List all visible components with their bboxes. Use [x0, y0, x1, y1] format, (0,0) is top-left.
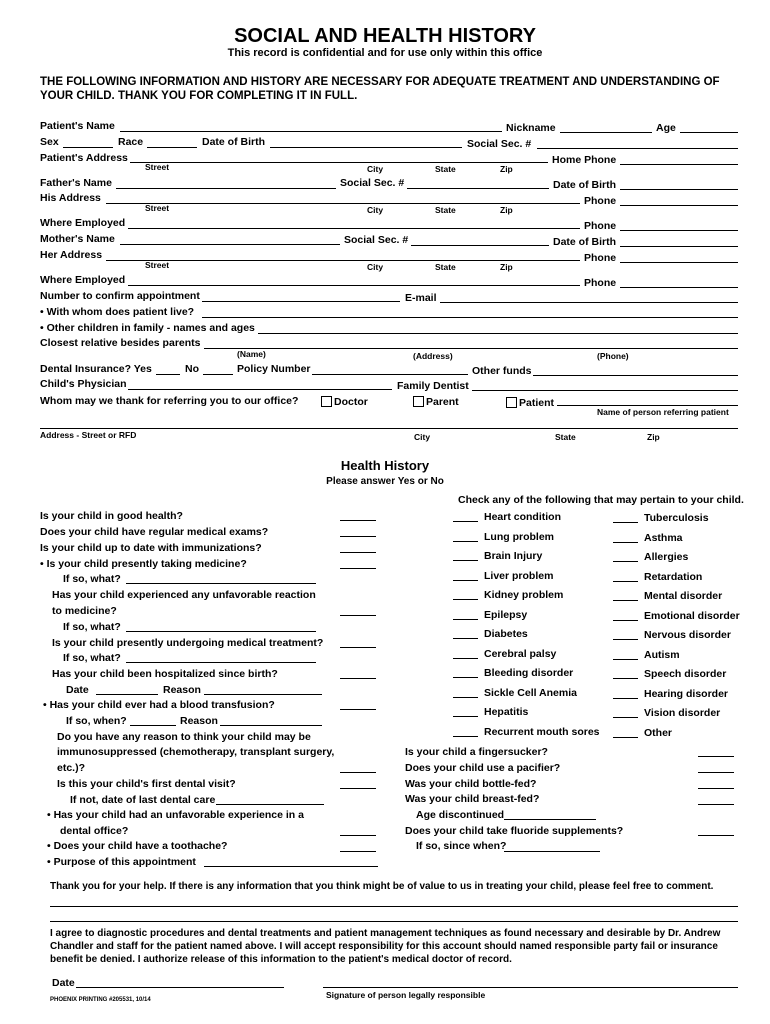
condition-label: Retardation: [644, 571, 703, 583]
family-dentist-field[interactable]: [472, 390, 738, 391]
condition-label: Mental disorder: [644, 590, 723, 602]
answer-field[interactable]: [340, 552, 376, 553]
answer-field[interactable]: [340, 568, 376, 569]
q-immunosuppressed-2: immunosuppressed (chemotherapy, transplant surgery,: [57, 746, 335, 758]
doctor-label: Doctor: [334, 396, 368, 408]
fluoride-since-field[interactable]: [504, 851, 600, 852]
father-work-phone-label: Phone: [584, 220, 617, 232]
patient-address-label: Patient's Address: [40, 152, 128, 164]
condition-label: Cerebral palsy: [484, 648, 557, 660]
comment-line-1[interactable]: [50, 906, 738, 907]
email-field[interactable]: [440, 302, 738, 303]
answer-field[interactable]: [340, 615, 376, 616]
relative-phone-caption: (Phone): [597, 351, 629, 361]
q-purpose: • Purpose of this appointment: [47, 856, 196, 868]
hospital-date-label: Date: [66, 684, 89, 696]
condition-check-field[interactable]: [453, 697, 478, 698]
comment-line-2[interactable]: [50, 921, 738, 922]
city-caption: City: [367, 205, 384, 215]
nickname-field[interactable]: [560, 132, 652, 133]
father-address-field[interactable]: [106, 203, 580, 204]
condition-check-field[interactable]: [453, 658, 478, 659]
zip-caption: Zip: [500, 205, 513, 215]
mother-employer-label: Where Employed: [40, 274, 126, 286]
nickname-label: Nickname: [506, 122, 556, 134]
date-label: Date: [52, 977, 75, 989]
signature-caption: Signature of person legally responsible: [326, 990, 486, 1000]
condition-label: Hearing disorder: [644, 688, 729, 700]
father-name-label: Father's Name: [40, 177, 112, 189]
transfusion-reason-label: Reason: [180, 715, 218, 727]
q-immunizations: Is your child up to date with immunizations?: [40, 542, 262, 554]
relative-name-caption: (Name): [237, 349, 266, 359]
condition-check-field[interactable]: [453, 541, 478, 542]
answer-field[interactable]: [698, 788, 734, 789]
condition-label: Speech disorder: [644, 668, 727, 680]
street-caption: Street: [145, 162, 170, 172]
physician-field[interactable]: [128, 389, 392, 390]
age-field[interactable]: [680, 132, 738, 133]
q-breast-fed: Was your child breast-fed?: [405, 793, 540, 805]
referral-label: Whom may we thank for referring you to our office?: [40, 395, 299, 407]
q-transfusion: • Has your child ever had a blood transfusion?: [43, 699, 275, 711]
answer-field[interactable]: [340, 536, 376, 537]
answer-field[interactable]: [340, 520, 376, 521]
hospital-reason-field[interactable]: [204, 694, 322, 695]
health-history-subheading: Please answer Yes or No: [326, 476, 444, 487]
mother-ssn-label: Social Sec. #: [344, 234, 409, 246]
street-caption: Street: [145, 260, 170, 270]
age-discontinued-label: Age discontinued: [416, 809, 505, 821]
intro-line-1: THE FOLLOWING INFORMATION AND HISTORY ARE NECESSARY FOR ADEQUATE TREATMENT AND UNDERSTANDING OF: [40, 76, 720, 88]
condition-label: Lung problem: [484, 531, 554, 543]
answer-field[interactable]: [698, 835, 734, 836]
form-title: SOCIAL AND HEALTH HISTORY: [234, 25, 536, 47]
q-immunosuppressed: Do you have any reason to think your child may be: [57, 731, 311, 743]
condition-label: Heart condition: [484, 511, 562, 523]
insurance-yes-field[interactable]: [156, 374, 180, 375]
condition-label: Vision disorder: [644, 707, 721, 719]
answer-field[interactable]: [698, 756, 734, 757]
q-reaction-what: If so, what?: [63, 621, 121, 633]
printer-mark: PHOENIX PRINTING #205531, 10/14: [50, 997, 151, 1003]
insurance-no-label: No: [185, 363, 199, 375]
purpose-field[interactable]: [204, 866, 378, 867]
condition-check-field[interactable]: [613, 581, 638, 582]
referrer-name-field[interactable]: [557, 405, 738, 406]
referrer-zip-caption: Zip: [647, 432, 660, 442]
doctor-checkbox[interactable]: [321, 396, 332, 407]
father-phone-label: Phone: [584, 195, 617, 207]
condition-label: Recurrent mouth sores: [484, 726, 600, 738]
condition-label: Kidney problem: [484, 589, 564, 601]
mother-dob-label: Date of Birth: [553, 236, 616, 248]
consent-text: I agree to diagnostic procedures and dental treatments and patient management techniques as found necessary and desirable by Dr. Andrew Chandler and staff for the patient named above. I will accept responsibility for this account should named responsible party fail or insurance benefit be denied. I authorize release of this information to the patient's medical doctor of record.: [50, 928, 721, 965]
email-label: E-mail: [405, 292, 437, 304]
patient-name-field[interactable]: [120, 131, 502, 132]
patient-checkbox[interactable]: [506, 397, 517, 408]
condition-check-field[interactable]: [453, 677, 478, 678]
dental-insurance-label: Dental Insurance? Yes: [40, 363, 152, 375]
condition-label: Sickle Cell Anemia: [484, 687, 577, 699]
referrer-address-field[interactable]: [40, 428, 738, 429]
condition-check-field[interactable]: [613, 639, 638, 640]
policy-number-field[interactable]: [312, 374, 468, 375]
city-caption: City: [367, 164, 384, 174]
other-children-label: • Other children in family - names and ages: [40, 322, 255, 334]
sex-label: Sex: [40, 136, 59, 148]
mother-address-field[interactable]: [106, 260, 580, 261]
q-treatment: Is your child presently undergoing medical treatment?: [52, 637, 324, 649]
transfusion-when-label: If so, when?: [66, 715, 127, 727]
condition-check-field[interactable]: [613, 522, 638, 523]
condition-check-field[interactable]: [613, 542, 638, 543]
answer-field[interactable]: [340, 788, 376, 789]
last-dental-care-label: If not, date of last dental care: [70, 794, 216, 806]
mother-name-field[interactable]: [120, 244, 340, 245]
zip-caption: Zip: [500, 164, 513, 174]
mother-ssn-field[interactable]: [411, 245, 549, 246]
relative-address-caption: (Address): [413, 351, 453, 361]
lives-with-label: • With whom does patient live?: [40, 306, 195, 318]
condition-label: Diabetes: [484, 628, 528, 640]
q-medicine: • Is your child presently taking medicine?: [40, 558, 247, 570]
policy-number-label: Policy Number: [237, 363, 311, 375]
intro-line-2: YOUR CHILD. THANK YOU FOR COMPLETING IT IN FULL.: [40, 90, 358, 102]
reaction-what-field[interactable]: [126, 631, 316, 632]
lives-with-field[interactable]: [202, 317, 738, 318]
treatment-what-field[interactable]: [126, 662, 316, 663]
q-treatment-what: If so, what?: [63, 652, 121, 664]
answer-field[interactable]: [340, 835, 376, 836]
fluoride-since-label: If so, since when?: [416, 840, 507, 852]
father-employer-label: Where Employed: [40, 217, 126, 229]
mother-name-label: Mother's Name: [40, 233, 115, 245]
answer-field[interactable]: [698, 772, 734, 773]
q-good-health: Is your child in good health?: [40, 510, 183, 522]
condition-check-field[interactable]: [453, 619, 478, 620]
father-dob-field[interactable]: [620, 189, 738, 190]
condition-check-field[interactable]: [453, 638, 478, 639]
condition-label: Tuberculosis: [644, 512, 709, 524]
state-caption: State: [435, 205, 456, 215]
home-phone-label: Home Phone: [552, 154, 617, 166]
dob-field[interactable]: [270, 147, 462, 148]
relative-field[interactable]: [204, 348, 738, 349]
mother-work-phone-label: Phone: [584, 277, 617, 289]
condition-check-field[interactable]: [613, 717, 638, 718]
q-pacifier: Does your child use a pacifier?: [405, 762, 561, 774]
condition-label: Epilepsy: [484, 609, 528, 621]
ssn-label: Social Sec. #: [467, 138, 532, 150]
condition-check-field[interactable]: [453, 560, 478, 561]
condition-label: Bleeding disorder: [484, 667, 574, 679]
signature-field[interactable]: [323, 987, 738, 988]
q-fluoride: Does your child take fluoride supplements?: [405, 825, 624, 837]
ssn-field[interactable]: [537, 148, 738, 149]
medicine-what-field[interactable]: [126, 583, 316, 584]
relative-label: Closest relative besides parents: [40, 337, 201, 349]
condition-label: Autism: [644, 649, 680, 661]
mother-phone-label: Phone: [584, 252, 617, 264]
mother-employer-field[interactable]: [128, 285, 580, 286]
condition-check-field[interactable]: [453, 736, 478, 737]
health-history-heading: Health History: [340, 458, 430, 473]
father-ssn-label: Social Sec. #: [340, 177, 405, 189]
condition-check-field[interactable]: [453, 599, 478, 600]
sex-field[interactable]: [63, 147, 113, 148]
answer-field[interactable]: [340, 678, 376, 679]
condition-label: Nervous disorder: [644, 629, 731, 641]
thanks-text: Thank you for your help. If there is any information that you think might be of value to us in treating your child, please feel free to comment.: [50, 881, 714, 892]
parent-checkbox[interactable]: [413, 396, 424, 407]
race-field[interactable]: [147, 147, 197, 148]
hospital-date-field[interactable]: [96, 694, 158, 695]
condition-check-field[interactable]: [613, 737, 638, 738]
transfusion-when-field[interactable]: [130, 725, 176, 726]
condition-label: Emotional disorder: [644, 610, 740, 622]
q-medicine-what: If so, what?: [63, 573, 121, 585]
answer-field[interactable]: [340, 647, 376, 648]
confirm-number-label: Number to confirm appointment: [40, 290, 200, 302]
other-funds-field[interactable]: [533, 375, 738, 376]
condition-check-field[interactable]: [453, 521, 478, 522]
answer-field[interactable]: [340, 851, 376, 852]
q-bottle-fed: Was your child bottle-fed?: [405, 778, 537, 790]
mother-phone-field[interactable]: [620, 262, 738, 263]
condition-label: Brain Injury: [484, 550, 543, 562]
check-header: Check any of the following that may pertain to your child.: [458, 494, 744, 506]
answer-field[interactable]: [340, 772, 376, 773]
zip-caption: Zip: [500, 262, 513, 272]
condition-check-field[interactable]: [613, 678, 638, 679]
father-ssn-field[interactable]: [407, 188, 549, 189]
condition-check-field[interactable]: [613, 561, 638, 562]
physician-label: Child's Physician: [40, 378, 127, 390]
referrer-caption: Name of person referring patient: [597, 407, 729, 417]
race-label: Race: [118, 136, 144, 148]
street-caption: Street: [145, 203, 170, 213]
condition-check-field[interactable]: [613, 600, 638, 601]
q-fingersucker: Is your child a fingersucker?: [405, 746, 548, 758]
city-caption: City: [367, 262, 384, 272]
parent-label: Parent: [426, 396, 459, 408]
insurance-no-field[interactable]: [203, 374, 233, 375]
family-dentist-label: Family Dentist: [397, 380, 469, 392]
confirm-number-field[interactable]: [202, 301, 400, 302]
father-employer-field[interactable]: [128, 228, 580, 229]
q-toothache: • Does your child have a toothache?: [47, 840, 228, 852]
answer-field[interactable]: [698, 804, 734, 805]
age-discontinued-field[interactable]: [504, 819, 596, 820]
father-address-label: His Address: [40, 192, 101, 204]
date-field[interactable]: [76, 987, 284, 988]
rfd-caption: Address - Street or RFD: [40, 430, 137, 440]
state-caption: State: [435, 164, 456, 174]
q-reaction: Has your child experienced any unfavorable reaction: [52, 589, 316, 601]
form-subtitle: This record is confidential and for use only within this office: [227, 47, 543, 59]
other-children-field[interactable]: [258, 333, 738, 334]
condition-label: Allergies: [644, 551, 689, 563]
transfusion-reason-field[interactable]: [220, 725, 322, 726]
patient-referral-label: Patient: [519, 397, 555, 409]
condition-label: Liver problem: [484, 570, 554, 582]
state-caption: State: [435, 262, 456, 272]
q-first-visit: Is this your child's first dental visit?: [57, 778, 236, 790]
patient-name-label: Patient's Name: [40, 120, 115, 132]
referrer-city-caption: City: [414, 432, 431, 442]
condition-label: Other: [644, 727, 673, 739]
condition-check-field[interactable]: [613, 698, 638, 699]
patient-address-field[interactable]: [130, 162, 548, 163]
condition-check-field[interactable]: [613, 620, 638, 621]
condition-label: Hepatitis: [484, 706, 529, 718]
condition-check-field[interactable]: [613, 659, 638, 660]
q-hospitalized: Has your child been hospitalized since birth?: [52, 668, 278, 680]
referrer-state-caption: State: [555, 432, 576, 442]
q-regular-exams: Does your child have regular medical exams?: [40, 526, 269, 538]
dob-label: Date of Birth: [202, 136, 265, 148]
father-name-field[interactable]: [116, 188, 336, 189]
home-phone-field[interactable]: [620, 164, 738, 165]
q-reaction-cont: to medicine?: [52, 605, 117, 617]
age-label: Age: [656, 122, 676, 134]
father-work-phone-field[interactable]: [620, 230, 738, 231]
mother-dob-field[interactable]: [620, 246, 738, 247]
mother-work-phone-field[interactable]: [620, 287, 738, 288]
condition-check-field[interactable]: [453, 580, 478, 581]
hospital-reason-label: Reason: [163, 684, 201, 696]
father-phone-field[interactable]: [620, 205, 738, 206]
other-funds-label: Other funds: [472, 365, 532, 377]
last-dental-care-field[interactable]: [216, 804, 324, 805]
q-unfavorable-experience-2: dental office?: [60, 825, 129, 837]
condition-check-field[interactable]: [453, 716, 478, 717]
mother-address-label: Her Address: [40, 249, 103, 261]
condition-label: Asthma: [644, 532, 683, 544]
answer-field[interactable]: [340, 709, 376, 710]
q-immunosuppressed-3: etc.)?: [57, 762, 86, 774]
father-dob-label: Date of Birth: [553, 179, 616, 191]
q-unfavorable-experience: • Has your child had an unfavorable experience in a: [47, 809, 304, 821]
